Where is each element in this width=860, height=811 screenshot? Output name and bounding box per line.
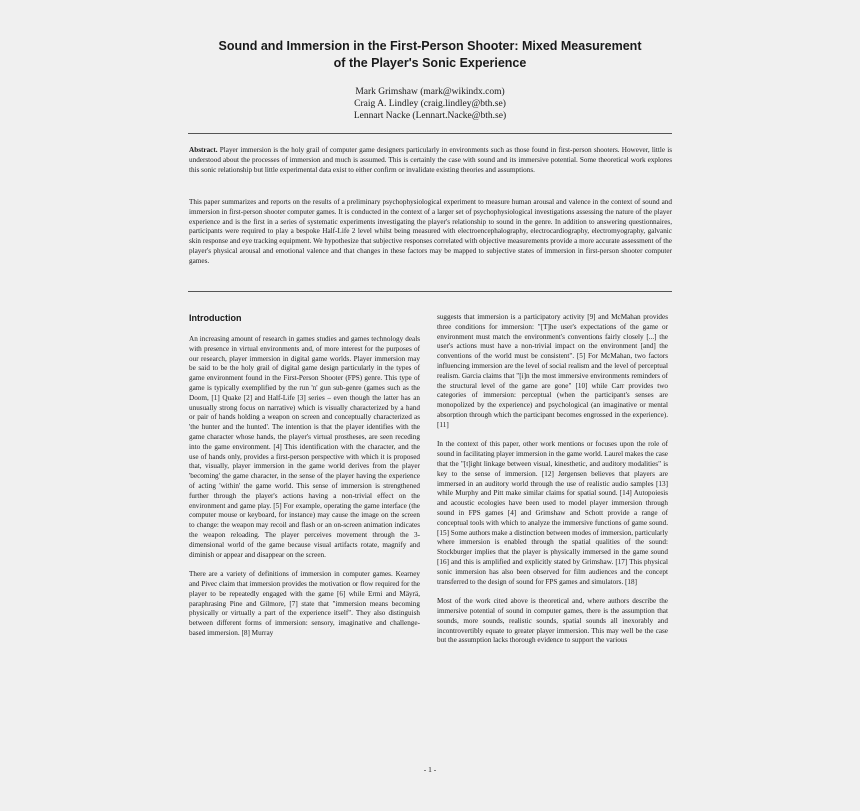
author-1: Mark Grimshaw (mark@wikindx.com): [355, 87, 505, 97]
author-list: [250, 86, 610, 122]
author-3: Lennart Nacke (Lennart.Nacke@bth.se): [353, 111, 507, 121]
page-number: - 1 -: [423, 765, 437, 774]
right-paragraph-2: In the context of this paper, other work mentions or focuses upon the role of sound in facilitating player immersion in the game world. Laurel makes the case that the "[t]ight linkage between visual, kinesthetic, and auditory modalities" is key to the sense of immersion. [12] Jørgensen believes that players are immersed in an auditory world through the use of realistic audio samples [13] while Murphy and Pitt make similar claims for spatial sound. [14] Autopoiesis and acoustic ecologies have been used to model player immersion through sound in FPS games [4] and Grimshaw and Schott provide a range of conceptual tools with which to analyze the immersive functions of game sound. [15] Some authors make a distinction between modes of immersion, particularly where immersion is enabled through the spatial qualities of the sound: Stockburger implies that the player is physically immersed in the game sound [16] and this is amplified and explicitly stated by Grimshaw. [17] This physical sonic immersion has also been observed for film audiences and the concept transferred to the design of sound for FPS games and simulators. [18]: [437, 440, 668, 586]
summary-paragraph: This paper summarizes and reports on the results of a preliminary psychophysiological experiment to measure human arousal and valence in the context of sound and immersion in first-person shooter computer games. It is conducted in the context of a larger set of psychophysiological investigations assessing the nature of the player experience and is the first in a series of systematic experiments investigating the player's relationship to sound in the genre. In addition to answering questionnaires, participants were required to play a bespoke Half-Life 2 level whilst being measured with electroencephalography, electrocardiography, electromyography, galvanic skin response and eye tracking equipment. We hypothesize that subjective responses correlated with objective measurements provide a more accurate assessment of the player's physical arousal and emotional valence and that changes in these factors may be mapped to subjective states of immersion in first-person shooter computer games.: [189, 198, 672, 265]
abstract-label: Abstract.: [189, 146, 218, 154]
section-heading: Introduction: [189, 313, 242, 323]
author-2: Craig A. Lindley (craig.lindley@bth.se): [354, 99, 506, 109]
right-column: [437, 313, 668, 656]
right-paragraph-3: Most of the work cited above is theoretical and, where authors describe the immersive potential of sound in computer games, there is the assumption that sounds, more sounds, realistic sounds, spatial sounds all inexorably and incontrovertibly equate to greater player immersion. This may well be the case but the assumption lacks thorough evidence to support the various: [437, 597, 668, 645]
left-paragraph-2: There are a variety of definitions of immersion in computer games. Kearney and Pivec claim that immersion provides the motivation or flow required for the player to be repeatedly engaged with the game [6] while Ermi and Mäyrä, paraphrasing Pine and Gilmore, [7] state that "immersion means becoming physically or virtually a part of the experience itself". They also distinguish between different forms of immersion: sensory, imaginative and challenge-based immersion. [8] Murray: [189, 570, 420, 637]
rule-bottom: [188, 291, 672, 292]
title-line-2: of the Player's Sonic Experience: [333, 56, 527, 70]
paper-title: [170, 38, 690, 72]
left-paragraph-1: An increasing amount of research in games studies and games technology deals with presence in virtual environments and, of more interest for the purposes of our research, player immersion in digital game worlds. Player immersion may be said to be the holy grail of digital game design particularly in the types of game environment found in the First-Person Shooter (FPS) genre. This type of game is typically exemplified by the run 'n' gun sub-genre (games such as the Doom, [1] Quake [2] and Half-Life [3] series – even though the latter has an unusually strong focus on narrative) which is visually characterized by a hand or pair of hands holding a weapon on screen and conceptually characterized as 'the hunter and the hunted'. The intention is that the player identifies with the game character whose hands, the player's virtual prostheses, are seen receding into the game environment. [4] This identification with the character, and the use of hands only, provides a first-person perspective with which it is proposed that, visually, player immersion in the game world derives from the player 'becoming' the game character, in the sense of the player having the experience of acting 'within' the game world. This sense of immersion is strengthened further through the player's actions having a non-trivial effect on the environment and game play. [5] For example, operating the game interface (the computer mouse or keyboard, for instance) may cause the image on the screen to change: the weapon may recoil and flash or an on-screen animation indicates the weapon reloading. The player perceives movement through the 3-dimensional world of the game because visual artifacts rotate, magnify and diminish or appear and disappear on the screen.: [189, 335, 420, 559]
abstract-text: Player immersion is the holy grail of computer game designers particularly in environments such as those found in first-person shooters. However, little is understood about the processes of immersion and much is assumed. This is certainly the case with sound and its immersive potential. Some theoretical work explores this sonic relationship but little experimental data exist to either confirm or invalidate existing theories and assumptions.: [189, 146, 673, 174]
left-column: [189, 335, 420, 649]
title-line-1: Sound and Immersion in the First-Person Shooter: Mixed Measurement: [218, 39, 642, 53]
right-paragraph-1: suggests that immersion is a participatory activity [9] and McMahan provides three conditions for immersion: "[T]he user's expectations of the game or environment must match the environment's conventions fairly closely [...] the user's actions must have a non-trivial impact on the environment [and] the conventions of the world must be consistent". [5] For McMahan, two factors influencing immersion are the level of social realism and the level of perceptual realism. Garcia claims that "[i]n the most immersive environments reminders of the structural level of the game are gone" [10] while Carr provides two categories of immersion: perceptual (when the participant's senses are monopolized by the experience) and psychological (an imaginative or mental absorption through which the participant becomes engrossed in the experience). [11]: [437, 313, 668, 429]
abstract: [189, 146, 672, 175]
rule-top: [188, 133, 672, 134]
